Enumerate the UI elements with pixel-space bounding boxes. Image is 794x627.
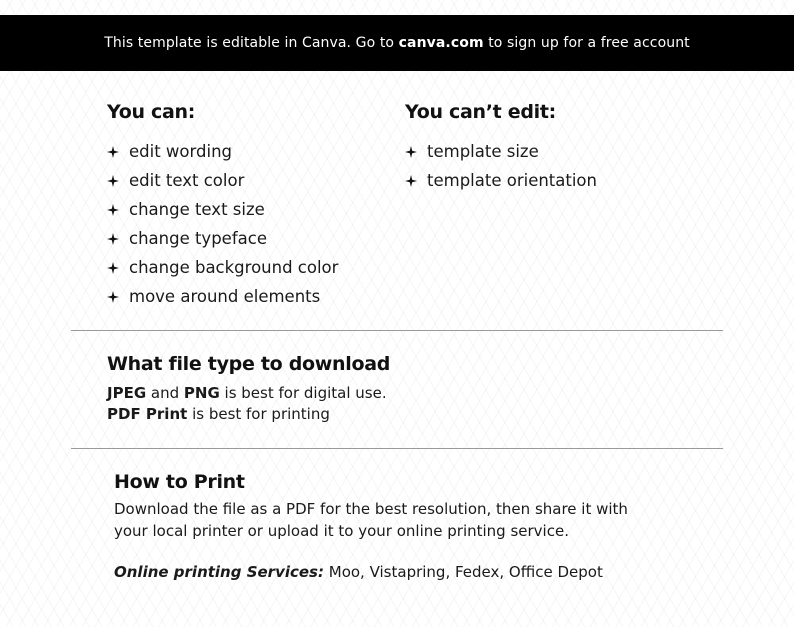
print-section — [114, 471, 634, 581]
cant-list — [405, 137, 597, 195]
and-text: and — [146, 384, 184, 402]
download-line-print — [107, 404, 390, 425]
four-point-star-icon — [107, 175, 119, 187]
list-item-label: change background color — [129, 258, 339, 277]
four-point-star-icon — [107, 262, 119, 274]
download-section — [107, 353, 390, 425]
list-item — [107, 195, 338, 224]
png-label: PNG — [183, 384, 220, 402]
pdf-print-label: PDF Print — [107, 405, 188, 423]
four-point-star-icon — [107, 204, 119, 216]
banner-suffix: to sign up for a free account — [483, 35, 690, 51]
list-item-label: edit text color — [129, 171, 245, 190]
list-item — [405, 166, 597, 195]
list-item — [107, 224, 338, 253]
download-heading: What file type to download — [107, 353, 391, 375]
printing-services — [114, 563, 634, 581]
print-heading: How to Print — [114, 471, 245, 493]
divider — [71, 330, 723, 331]
services-list: Moo, Vistapring, Fedex, Office Depot — [323, 563, 603, 581]
list-item — [107, 282, 338, 311]
list-item — [107, 137, 338, 166]
four-point-star-icon — [107, 291, 119, 303]
list-item-label: template orientation — [427, 171, 597, 190]
list-item-label: change typeface — [129, 229, 267, 248]
services-label: Online printing Services: — [114, 563, 324, 581]
jpeg-label: JPEG — [107, 384, 147, 402]
can-column — [107, 101, 338, 311]
four-point-star-icon — [405, 175, 417, 187]
can-heading: You can: — [107, 101, 196, 123]
four-point-star-icon — [107, 233, 119, 245]
banner-link-canva[interactable]: canva.com — [398, 35, 484, 51]
list-item — [107, 253, 338, 282]
print-body: Download the file as a PDF for the best resolution, then share it with your local printer or upload it to your online printing service. — [114, 500, 628, 540]
list-item-label: edit wording — [129, 142, 232, 161]
cant-column — [405, 101, 597, 195]
download-line-digital — [107, 383, 390, 404]
four-point-star-icon — [107, 146, 119, 158]
printing-text: is best for printing — [187, 405, 330, 423]
divider — [71, 448, 723, 449]
list-item — [107, 166, 338, 195]
list-item — [405, 137, 597, 166]
list-item-label: move around elements — [129, 287, 321, 306]
banner-prefix: This template is editable in Canva. Go to — [104, 35, 399, 51]
list-item-label: change text size — [129, 200, 265, 219]
top-banner — [0, 15, 794, 71]
can-list — [107, 137, 338, 311]
cant-heading: You can’t edit: — [405, 101, 556, 123]
list-item-label: template size — [427, 142, 539, 161]
digital-use-text: is best for digital use. — [219, 384, 387, 402]
four-point-star-icon — [405, 146, 417, 158]
